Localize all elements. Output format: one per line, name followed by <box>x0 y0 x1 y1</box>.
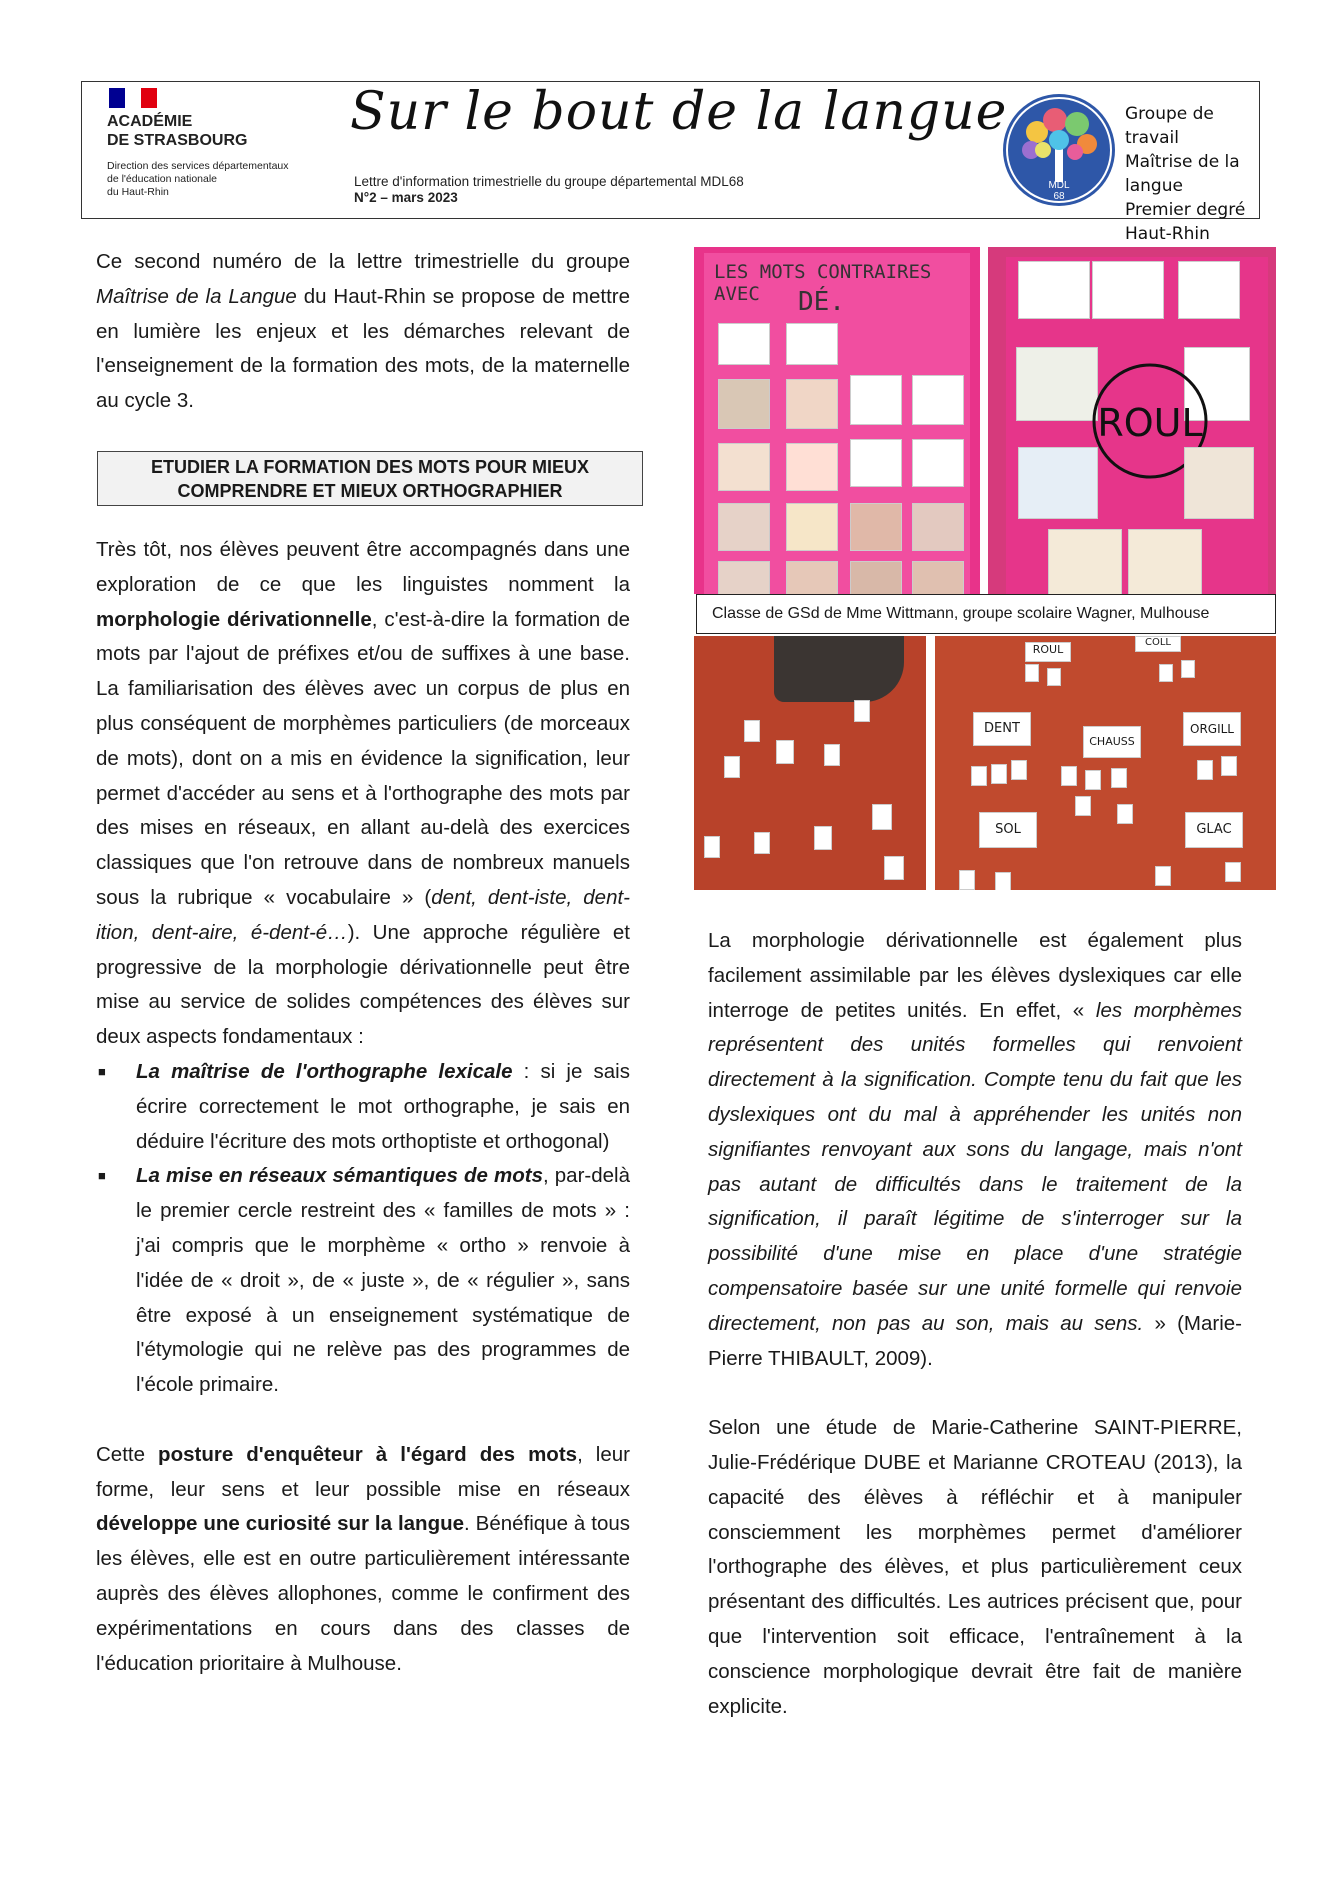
body-paragraph-4: Selon une étude de Marie-Catherine SAINT-PIERRE, Julie-Frédérique DUBE et Marianne CROTEAU (2013), la capacité des élèves à réfléchir et à manipuler consciemment les morphèmes permet d'améliorer l'orthographe des élèves, et plus particulièrement ceux présentant des difficultés. Les autrices précisent que, pour que l'intervention soit efficace, l'entraînement à la conscience morphologique devrait être fait de manière explicite. <box>708 1416 1242 1718</box>
floor-photo-children <box>694 636 926 890</box>
bullet-icon: ■ <box>98 1063 106 1079</box>
poster-subtitle: DÉ. <box>798 287 845 317</box>
masthead-box <box>81 81 1260 244</box>
bullet-list <box>96 1055 630 1403</box>
logo-label: MDL 68 <box>1048 180 1070 202</box>
floor-photo-word-networks <box>935 636 1276 890</box>
intro-paragraph: Ce second numéro de la lettre trimestrielle du groupe Maîtrise de la Langue du Haut-Rhin se propose de mettre en lumière les enjeux et les démarches relevant de l'enseignement de la formation des mots, de la maternelle au cycle 3. <box>96 250 631 413</box>
word-card: DENT <box>973 712 1031 746</box>
word-card: GLAC <box>1185 812 1243 848</box>
right-body <box>708 924 1242 1724</box>
issue-number: N°2 – mars 2023 <box>354 190 458 205</box>
body-paragraph-2: Cette posture d'enquêteur à l'égard des mots, leur forme, leur sens et leur possible mise en réseaux développe une curiosité sur la langue. Bénéfique à tous les élèves, elle est en outre particulièrement intéressante auprès des élèves allophones, comme le confirment des expérimentations en cours dans des classes de l'éducation prioritaire à Mulhouse. <box>96 1442 630 1675</box>
poster-photo-roul <box>988 247 1276 594</box>
newsletter-title: Sur le bout de la langue <box>350 82 1008 142</box>
word-card: SOL <box>979 812 1037 848</box>
academy-name: ACADÉMIE DE STRASBOURG <box>107 113 248 149</box>
body-paragraph-3: La morphologie dérivationnelle est également plus facilement assimilable par les élèves dyslexiques car elle interroge de petites unités. En effet, « les morphèmes représentent des unités formelles qui renvoient directement à la signification. Compte tenu du fait que les dyslexiques ont du mal à appréhender les unités non signifiantes renvoyant aux sons du langage, mais n'ont pas autant de difficultés dans le traitement de la signification, il paraît légitime de s'interroger sur la possibilité d'une mise en place d'une stratégie compensatoire basée sur une unité formelle qui renvoie directement, non pas au son, mais au sens. » (Marie-Pierre THIBAULT, 2009). <box>708 929 1242 1370</box>
mdl68-tree-logo <box>1003 94 1115 206</box>
section-heading: ETUDIER LA FORMATION DES MOTS POUR MIEUX COMPRENDRE ET MIEUX ORTHOGRAPHIER <box>97 451 643 506</box>
left-body <box>96 533 630 1681</box>
list-item: ■ La maîtrise de l'orthographe lexicale : si je sais écrire correctement le mot orthographe, je sais en déduire l'écriture des mots orthoptiste et orthogonal) <box>96 1055 630 1159</box>
working-group-label: Groupe de travail Maîtrise de la langue Premier degré Haut-Rhin <box>1125 104 1246 244</box>
republic-flag-icon <box>109 88 157 108</box>
word-card: CHAUSS <box>1083 726 1141 758</box>
academy-direction: Direction des services départementaux de l'éducation nationale du Haut-Rhin <box>107 160 289 198</box>
photo-caption: Classe de GSd de Mme Wittmann, groupe scolaire Wagner, Mulhouse <box>696 594 1276 634</box>
word-card: ORGILL <box>1183 712 1241 746</box>
newsletter-subtitle: Lettre d'information trimestrielle du groupe départemental MDL68 <box>354 174 744 189</box>
poster-photo-contraires <box>694 247 980 594</box>
poster-center-word: ROUL <box>1097 401 1203 445</box>
list-item: ■ La mise en réseaux sémantiques de mots, par-delà le premier cercle restreint des « familles de mots » : j'ai compris que le morphème « ortho » renvoie à l'idée de « droit », de « juste », de « régulier », sans être exposé à un enseignement systématique de l'étymologie qui ne relève pas des programmes de l'école primaire. <box>96 1159 630 1403</box>
poster-title: LES MOTS CONTRAIRES AVEC <box>714 261 932 305</box>
body-paragraph-1: Très tôt, nos élèves peuvent être accompagnés dans une exploration de ce que les linguistes nomment la morphologie dérivationnelle, c'est-à-dire la formation de mots par l'ajout de préfixes et/ou de suffixes à une base. La familiarisation des élèves avec un corpus de plus en plus conséquent de morphèmes particuliers (de morceaux de mots), dont on a mis en évidence la signification, leur permet d'accéder au sens et à l'orthographe des mots par des mises en réseaux, en allant au-delà des exercices classiques que l'on retrouve dans de nombreux manuels sous la rubrique « vocabulaire » (dent, dent-iste, dent-ition, dent-aire, é-dent-é…). Une approche régulière et progressive de la morphologie dérivationnelle peut être mise au service de solides compétences des élèves sur deux aspects fondamentaux : <box>96 538 630 1049</box>
word-card: COLL <box>1135 636 1181 652</box>
bullet-icon: ■ <box>98 1168 106 1184</box>
word-card: ROUL <box>1025 642 1071 662</box>
